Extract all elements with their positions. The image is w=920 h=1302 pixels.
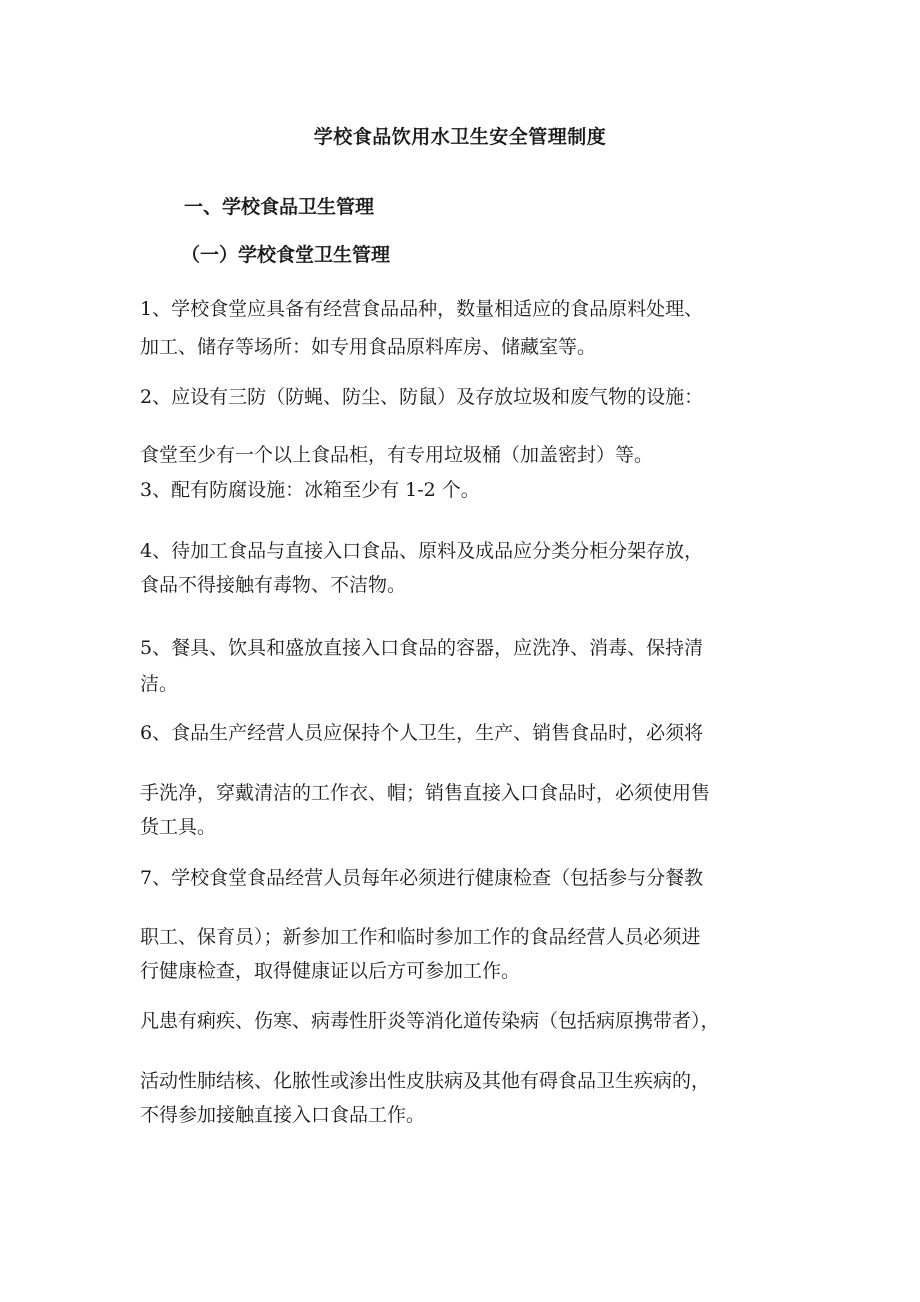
body-line-16: 凡患有痢疾、伤寒、病毒性肝炎等消化道传染病（包括病原携带者）， [140, 1010, 720, 1032]
body-line-13: 7、学校食堂食品经营人员每年必须进行健康检查（包括参与分餐教 [140, 867, 704, 889]
body-line-3: 2、应设有三防（防蝇、防尘、防鼠）及存放垃圾和废气物的设施： [140, 386, 704, 408]
body-line-2: 加工、储存等场所：如专用食品原料库房、储藏室等。 [140, 336, 597, 358]
body-line-10: 6、食品生产经营人员应保持个人卫生，生产、销售食品时，必须将 [140, 722, 704, 744]
body-line-15: 行健康检查，取得健康证以后方可参加工作。 [140, 960, 521, 982]
document-title: 学校食品饮用水卫生安全管理制度 [313, 126, 607, 148]
subsection-heading: （一）学校食堂卫生管理 [181, 244, 391, 266]
body-line-9: 洁。 [140, 673, 179, 695]
body-line-11: 手洗净，穿戴清洁的工作衣、帽；销售直接入口食品时，必须使用售 [140, 782, 711, 804]
body-line-17: 活动性肺结核、化脓性或渗出性皮肤病及其他有碍食品卫生疾病的， [140, 1070, 711, 1092]
body-line-6: 4、待加工食品与直接入口食品、原料及成品应分类分柜分架存放， [140, 540, 704, 562]
body-line-14: 职工、保育员）；新参加工作和临时参加工作的食品经营人员必须进 [140, 926, 701, 948]
body-line-4: 食堂至少有一个以上食品柜，有专用垃圾桶（加盖密封）等。 [140, 444, 654, 466]
body-line-1: 1、学校食堂应具备有经营食品品种，数量相适应的食品原料处理、 [140, 298, 704, 320]
body-line-18: 不得参加接触直接入口食品工作。 [140, 1104, 426, 1126]
section-heading: 一、学校食品卫生管理 [184, 196, 375, 218]
body-line-5: 3、配有防腐设施：冰箱至少有 1-2 个。 [140, 479, 480, 501]
body-line-8: 5、餐具、饮具和盛放直接入口食品的容器，应洗净、消毒、保持清 [140, 637, 704, 659]
body-line-12: 货工具。 [140, 816, 217, 838]
body-line-7: 食品不得接触有毒物、不洁物。 [140, 574, 407, 596]
